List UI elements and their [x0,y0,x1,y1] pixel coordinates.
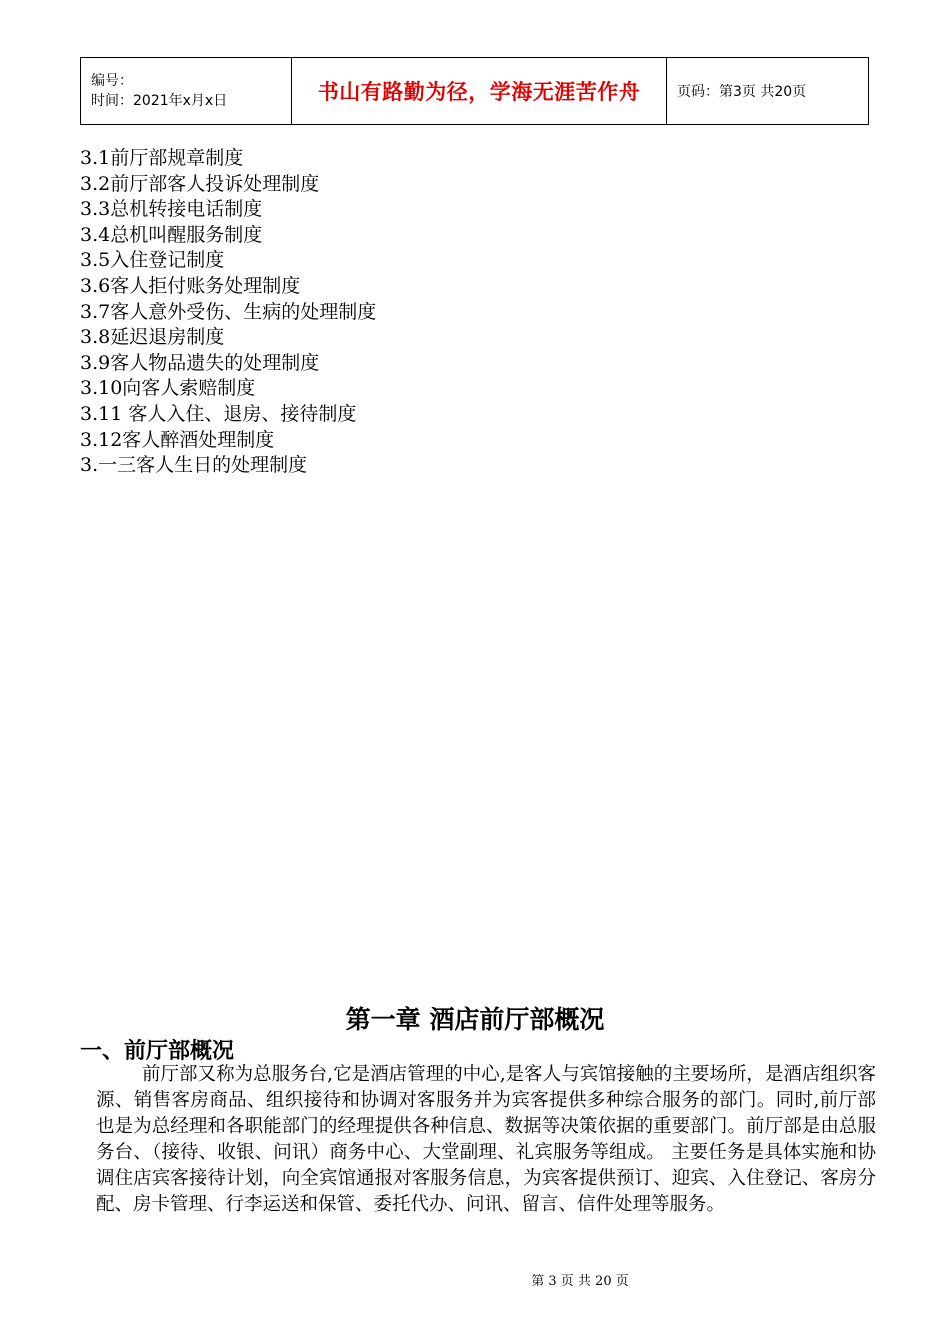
chapter-title: 第一章 酒店前厅部概况 [345,1005,605,1034]
document-time-label: 时间：2021年x月x日 [91,93,228,109]
toc-item: 3.7客人意外受伤、生病的处理制度 [80,300,377,323]
toc-item: 3.3总机转接电话制度 [80,198,263,221]
toc-item: 3.一三客人生日的处理制度 [80,454,308,477]
header-page-info: 页码：第3页 共20页 [667,58,869,125]
section-heading: 一、前厅部概况 [80,1039,235,1064]
toc-item: 3.1前厅部规章制度 [80,147,244,169]
page-header [80,57,869,125]
toc-item: 3.9客人物品遗失的处理制度 [80,351,320,374]
toc-item: 3.2前厅部客人投诉处理制度 [80,172,320,195]
toc-item: 3.11 客人入住、退房、接待制度 [80,402,357,425]
toc-item: 3.10向客人索赔制度 [80,377,256,400]
document-number-label: 编号： [91,73,133,89]
body-paragraph: 前厅部又称为总服务台,它是酒店管理的中心,是客人与宾馆接触的主要场所，是酒店组织客源、销售客房商品、组织接待和协调对客服务并为宾客提供多种综合服务的部门。同时,前厅部也是为总经理和各职能部门的经理提供各种信息、数据等决策依据的重要部门。前厅部是由总服务台、（接待、收银、问讯）商务中心、大堂副理、礼宾服务等组成。 主要任务是具体实施和协调住店宾客接待计划，向全宾馆通报对客服务信息，为宾客提供预订、迎宾、入住登记、客房分配、房卡管理、行李运送和保管、委托代办、问讯、留言、信件处理等服务。 [96,1064,876,1215]
header-meta [81,58,292,125]
page-footer: 第 3 页 共 20 页 [531,1274,629,1289]
table-of-contents [80,146,376,479]
toc-item: 3.5入住登记制度 [80,249,225,272]
toc-item: 3.4总机叫醒服务制度 [80,223,263,246]
header-motto: 书山有路勤为径，学海无涯苦作舟 [292,58,667,125]
toc-item: 3.6客人拒付账务处理制度 [80,274,301,297]
toc-item: 3.12客人醉酒处理制度 [80,428,275,451]
toc-item: 3.8延迟退房制度 [80,326,225,349]
